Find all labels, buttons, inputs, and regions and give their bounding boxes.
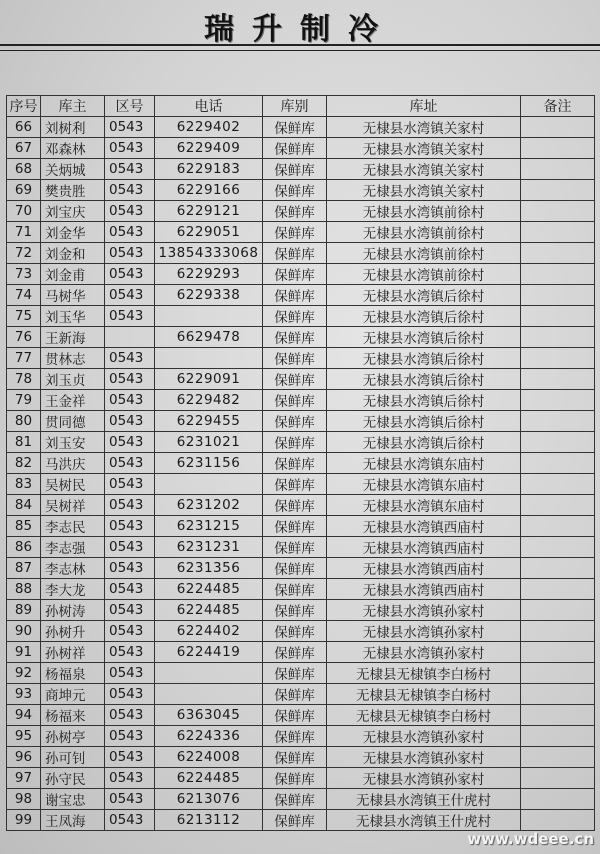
cell-phone: 6224008 [155, 747, 263, 768]
cell-address: 无棣县水湾镇后徐村 [327, 285, 521, 306]
cell-note [521, 348, 595, 369]
cell-owner: 王凤海 [41, 810, 105, 831]
header-area-code: 区号 [105, 96, 155, 117]
cell-no: 94 [7, 705, 41, 726]
table-row [7, 285, 595, 306]
cell-phone: 6229051 [155, 222, 263, 243]
cell-no: 77 [7, 348, 41, 369]
cell-phone: 6231202 [155, 495, 263, 516]
table-body [7, 117, 595, 831]
cell-note [521, 138, 595, 159]
cell-no: 84 [7, 495, 41, 516]
cell-phone [155, 306, 263, 327]
cell-note [521, 432, 595, 453]
cell-no: 90 [7, 621, 41, 642]
cell-storage-type: 保鲜库 [263, 684, 327, 705]
cell-owner: 刘玉安 [41, 432, 105, 453]
cell-storage-type: 保鲜库 [263, 117, 327, 138]
cell-no: 81 [7, 432, 41, 453]
cell-address: 无棣县水湾镇西庙村 [327, 579, 521, 600]
table-row [7, 138, 595, 159]
cell-phone: 6231021 [155, 432, 263, 453]
table-row [7, 558, 595, 579]
title-rule-thin [0, 50, 600, 51]
table-row [7, 411, 595, 432]
cell-note [521, 516, 595, 537]
table-row [7, 474, 595, 495]
cell-phone: 6629478 [155, 327, 263, 348]
cell-owner: 刘树利 [41, 117, 105, 138]
cell-owner: 关炳城 [41, 159, 105, 180]
cell-owner: 孙树祥 [41, 642, 105, 663]
cell-phone: 6363045 [155, 705, 263, 726]
cell-owner: 王金祥 [41, 390, 105, 411]
table-row [7, 621, 595, 642]
cell-address: 无棣县水湾镇关家村 [327, 180, 521, 201]
cell-owner: 李志林 [41, 558, 105, 579]
cell-no: 67 [7, 138, 41, 159]
cell-storage-type: 保鲜库 [263, 348, 327, 369]
cell-area-code: 0543 [105, 159, 155, 180]
cell-address: 无棣县水湾镇王什虎村 [327, 810, 521, 831]
cell-phone: 6231215 [155, 516, 263, 537]
cell-address: 无棣县水湾镇后徐村 [327, 369, 521, 390]
table-row [7, 159, 595, 180]
cell-phone: 6224419 [155, 642, 263, 663]
cell-storage-type: 保鲜库 [263, 516, 327, 537]
table-row [7, 684, 595, 705]
cell-note [521, 642, 595, 663]
cell-storage-type: 保鲜库 [263, 180, 327, 201]
table-row [7, 537, 595, 558]
header-phone: 电话 [155, 96, 263, 117]
cell-owner: 吴树祥 [41, 495, 105, 516]
cell-note [521, 768, 595, 789]
cell-address: 无棣县水湾镇孙家村 [327, 747, 521, 768]
cell-note [521, 222, 595, 243]
cell-note [521, 285, 595, 306]
cell-no: 73 [7, 264, 41, 285]
cell-area-code [105, 327, 155, 348]
cell-address: 无棣县水湾镇关家村 [327, 159, 521, 180]
cell-no: 85 [7, 516, 41, 537]
table-row [7, 726, 595, 747]
cell-storage-type: 保鲜库 [263, 453, 327, 474]
cell-no: 78 [7, 369, 41, 390]
cell-owner: 吴树民 [41, 474, 105, 495]
cell-address: 无棣县无棣镇李白杨村 [327, 705, 521, 726]
table-row [7, 789, 595, 810]
cold-storage-table [6, 95, 595, 831]
cell-phone: 6229091 [155, 369, 263, 390]
cell-owner: 邓森林 [41, 138, 105, 159]
cell-owner: 刘金甫 [41, 264, 105, 285]
cell-storage-type: 保鲜库 [263, 663, 327, 684]
cell-owner: 李大龙 [41, 579, 105, 600]
cell-owner: 杨福泉 [41, 663, 105, 684]
cell-note [521, 810, 595, 831]
cell-phone: 6231231 [155, 537, 263, 558]
cell-area-code: 0543 [105, 348, 155, 369]
cell-address: 无棣县水湾镇西庙村 [327, 516, 521, 537]
cell-note [521, 663, 595, 684]
cell-storage-type: 保鲜库 [263, 579, 327, 600]
cell-owner: 樊贵胜 [41, 180, 105, 201]
title-rule-thick [0, 44, 600, 46]
table-row [7, 642, 595, 663]
cell-phone: 6231356 [155, 558, 263, 579]
cell-address: 无棣县水湾镇前徐村 [327, 264, 521, 285]
cell-no: 83 [7, 474, 41, 495]
cell-storage-type: 保鲜库 [263, 159, 327, 180]
table-row [7, 663, 595, 684]
page-title: 瑞升制冷 [204, 12, 396, 47]
cell-no: 72 [7, 243, 41, 264]
cell-storage-type: 保鲜库 [263, 747, 327, 768]
cell-address: 无棣县水湾镇关家村 [327, 117, 521, 138]
cell-phone: 6229121 [155, 201, 263, 222]
cell-area-code: 0543 [105, 285, 155, 306]
cell-address: 无棣县水湾镇后徐村 [327, 306, 521, 327]
cell-address: 无棣县水湾镇后徐村 [327, 390, 521, 411]
cell-note [521, 390, 595, 411]
cell-no: 98 [7, 789, 41, 810]
cell-owner: 李志民 [41, 516, 105, 537]
cell-note [521, 495, 595, 516]
cell-phone: 6229183 [155, 159, 263, 180]
cell-owner: 谢宝忠 [41, 789, 105, 810]
cell-no: 88 [7, 579, 41, 600]
cell-owner: 王新海 [41, 327, 105, 348]
cell-storage-type: 保鲜库 [263, 789, 327, 810]
cell-phone: 6224485 [155, 579, 263, 600]
table-row [7, 348, 595, 369]
cell-phone: 6224485 [155, 768, 263, 789]
table-row [7, 747, 595, 768]
cell-address: 无棣县水湾镇关家村 [327, 138, 521, 159]
cell-phone: 6213076 [155, 789, 263, 810]
header-owner: 库主 [41, 96, 105, 117]
cell-storage-type: 保鲜库 [263, 411, 327, 432]
cell-area-code: 0543 [105, 243, 155, 264]
cell-no: 97 [7, 768, 41, 789]
cell-area-code: 0543 [105, 747, 155, 768]
cell-note [521, 117, 595, 138]
table-row [7, 579, 595, 600]
cell-address: 无棣县无棣镇李白杨村 [327, 663, 521, 684]
cell-phone [155, 348, 263, 369]
cell-no: 71 [7, 222, 41, 243]
cell-storage-type: 保鲜库 [263, 369, 327, 390]
cell-phone: 6229482 [155, 390, 263, 411]
cell-note [521, 789, 595, 810]
cell-area-code: 0543 [105, 600, 155, 621]
cell-note [521, 747, 595, 768]
cell-area-code: 0543 [105, 726, 155, 747]
cell-owner: 刘玉贞 [41, 369, 105, 390]
cell-area-code: 0543 [105, 411, 155, 432]
cell-storage-type: 保鲜库 [263, 390, 327, 411]
table-row [7, 264, 595, 285]
cell-phone: 6229293 [155, 264, 263, 285]
table-row [7, 705, 595, 726]
cell-no: 91 [7, 642, 41, 663]
table-row [7, 222, 595, 243]
cell-area-code: 0543 [105, 621, 155, 642]
table-row [7, 306, 595, 327]
cell-note [521, 474, 595, 495]
cell-area-code: 0543 [105, 201, 155, 222]
cell-storage-type: 保鲜库 [263, 432, 327, 453]
cell-note [521, 600, 595, 621]
table-row [7, 453, 595, 474]
cell-note [521, 201, 595, 222]
cell-owner: 李志强 [41, 537, 105, 558]
cell-note [521, 537, 595, 558]
cell-phone [155, 663, 263, 684]
cell-storage-type: 保鲜库 [263, 642, 327, 663]
cell-owner: 孙守民 [41, 768, 105, 789]
cell-address: 无棣县水湾镇前徐村 [327, 222, 521, 243]
cell-storage-type: 保鲜库 [263, 495, 327, 516]
cell-no: 66 [7, 117, 41, 138]
table-row [7, 180, 595, 201]
cell-area-code: 0543 [105, 663, 155, 684]
cell-address: 无棣县水湾镇孙家村 [327, 768, 521, 789]
watermark: www.wdeee.cn [467, 830, 594, 848]
cell-area-code: 0543 [105, 642, 155, 663]
table-row [7, 810, 595, 831]
cell-no: 86 [7, 537, 41, 558]
cell-area-code: 0543 [105, 705, 155, 726]
table-row [7, 369, 595, 390]
cell-address: 无棣县水湾镇东庙村 [327, 453, 521, 474]
cell-area-code: 0543 [105, 180, 155, 201]
cell-owner: 刘玉华 [41, 306, 105, 327]
table-row [7, 600, 595, 621]
cell-address: 无棣县水湾镇后徐村 [327, 432, 521, 453]
cell-area-code: 0543 [105, 789, 155, 810]
cell-storage-type: 保鲜库 [263, 327, 327, 348]
cell-owner: 马树华 [41, 285, 105, 306]
cell-owner: 刘宝庆 [41, 201, 105, 222]
cell-storage-type: 保鲜库 [263, 285, 327, 306]
cell-owner: 刘金华 [41, 222, 105, 243]
cell-address: 无棣县水湾镇后徐村 [327, 327, 521, 348]
cell-phone: 6229455 [155, 411, 263, 432]
header-note: 备注 [521, 96, 595, 117]
cell-owner: 孙树涛 [41, 600, 105, 621]
cell-owner: 商坤元 [41, 684, 105, 705]
header-no: 序号 [7, 96, 41, 117]
cell-no: 79 [7, 390, 41, 411]
cell-area-code: 0543 [105, 495, 155, 516]
cell-owner: 孙可钊 [41, 747, 105, 768]
cell-storage-type: 保鲜库 [263, 474, 327, 495]
cell-area-code: 0543 [105, 810, 155, 831]
cell-no: 96 [7, 747, 41, 768]
header-address: 库址 [327, 96, 521, 117]
table-row [7, 432, 595, 453]
cell-address: 无棣县水湾镇孙家村 [327, 726, 521, 747]
cell-storage-type: 保鲜库 [263, 264, 327, 285]
cell-area-code: 0543 [105, 138, 155, 159]
cell-phone: 6229402 [155, 117, 263, 138]
cell-note [521, 159, 595, 180]
cell-phone: 6231156 [155, 453, 263, 474]
cell-storage-type: 保鲜库 [263, 243, 327, 264]
header-storage-type: 库别 [263, 96, 327, 117]
cell-note [521, 411, 595, 432]
cell-area-code: 0543 [105, 516, 155, 537]
cell-phone: 6229166 [155, 180, 263, 201]
cell-note [521, 726, 595, 747]
cell-address: 无棣县水湾镇孙家村 [327, 621, 521, 642]
cell-address: 无棣县水湾镇西庙村 [327, 537, 521, 558]
cell-address: 无棣县水湾镇后徐村 [327, 411, 521, 432]
cell-address: 无棣县水湾镇王什虎村 [327, 789, 521, 810]
cell-area-code: 0543 [105, 264, 155, 285]
cell-note [521, 621, 595, 642]
table-row [7, 516, 595, 537]
cell-phone [155, 684, 263, 705]
cell-no: 76 [7, 327, 41, 348]
cell-owner: 孙树升 [41, 621, 105, 642]
cell-address: 无棣县水湾镇前徐村 [327, 243, 521, 264]
cell-phone: 6229409 [155, 138, 263, 159]
cell-phone: 6224485 [155, 600, 263, 621]
cell-area-code: 0543 [105, 390, 155, 411]
cell-no: 80 [7, 411, 41, 432]
cell-owner: 马洪庆 [41, 453, 105, 474]
cell-address: 无棣县水湾镇后徐村 [327, 348, 521, 369]
cell-note [521, 369, 595, 390]
cell-address: 无棣县水湾镇孙家村 [327, 600, 521, 621]
cell-note [521, 264, 595, 285]
table-row [7, 201, 595, 222]
cell-note [521, 327, 595, 348]
cell-owner: 孙树亭 [41, 726, 105, 747]
cell-storage-type: 保鲜库 [263, 138, 327, 159]
cell-area-code: 0543 [105, 558, 155, 579]
cell-no: 69 [7, 180, 41, 201]
cell-storage-type: 保鲜库 [263, 810, 327, 831]
cell-no: 92 [7, 663, 41, 684]
cell-address: 无棣县水湾镇孙家村 [327, 642, 521, 663]
table-row [7, 390, 595, 411]
cell-storage-type: 保鲜库 [263, 768, 327, 789]
cell-no: 95 [7, 726, 41, 747]
cell-area-code: 0543 [105, 579, 155, 600]
cell-no: 93 [7, 684, 41, 705]
table-row [7, 495, 595, 516]
cell-owner: 刘金和 [41, 243, 105, 264]
cell-no: 89 [7, 600, 41, 621]
cell-owner: 贯林志 [41, 348, 105, 369]
cell-area-code: 0543 [105, 117, 155, 138]
cell-area-code: 0543 [105, 432, 155, 453]
cell-storage-type: 保鲜库 [263, 201, 327, 222]
cell-phone [155, 474, 263, 495]
cell-storage-type: 保鲜库 [263, 306, 327, 327]
cell-address: 无棣县水湾镇前徐村 [327, 201, 521, 222]
cell-address: 无棣县水湾镇西庙村 [327, 558, 521, 579]
cell-phone: 13854333068 [155, 243, 263, 264]
cell-address: 无棣县无棣镇李白杨村 [327, 684, 521, 705]
cell-owner: 贯同德 [41, 411, 105, 432]
cell-storage-type: 保鲜库 [263, 222, 327, 243]
cell-phone: 6224336 [155, 726, 263, 747]
table-row [7, 117, 595, 138]
cell-area-code: 0543 [105, 474, 155, 495]
cell-area-code: 0543 [105, 537, 155, 558]
cell-note [521, 558, 595, 579]
cell-area-code: 0543 [105, 306, 155, 327]
table-header-row [7, 96, 595, 117]
cell-area-code: 0543 [105, 684, 155, 705]
cell-note [521, 453, 595, 474]
cell-owner: 杨福来 [41, 705, 105, 726]
cell-note [521, 579, 595, 600]
cell-no: 75 [7, 306, 41, 327]
cell-storage-type: 保鲜库 [263, 705, 327, 726]
cell-phone: 6224402 [155, 621, 263, 642]
cell-phone: 6213112 [155, 810, 263, 831]
table-row [7, 768, 595, 789]
cell-note [521, 306, 595, 327]
cell-phone: 6229338 [155, 285, 263, 306]
cell-note [521, 684, 595, 705]
table-row [7, 327, 595, 348]
cell-storage-type: 保鲜库 [263, 621, 327, 642]
cell-no: 87 [7, 558, 41, 579]
cell-storage-type: 保鲜库 [263, 558, 327, 579]
cell-no: 70 [7, 201, 41, 222]
cell-area-code: 0543 [105, 222, 155, 243]
cell-no: 68 [7, 159, 41, 180]
cell-storage-type: 保鲜库 [263, 537, 327, 558]
cell-area-code: 0543 [105, 768, 155, 789]
cell-area-code: 0543 [105, 369, 155, 390]
cell-no: 74 [7, 285, 41, 306]
cell-address: 无棣县水湾镇东庙村 [327, 495, 521, 516]
cell-address: 无棣县水湾镇东庙村 [327, 474, 521, 495]
cell-no: 82 [7, 453, 41, 474]
cell-note [521, 243, 595, 264]
table-row [7, 243, 595, 264]
cell-area-code: 0543 [105, 453, 155, 474]
cell-no: 99 [7, 810, 41, 831]
cell-note [521, 705, 595, 726]
cell-note [521, 180, 595, 201]
cell-storage-type: 保鲜库 [263, 600, 327, 621]
cell-storage-type: 保鲜库 [263, 726, 327, 747]
